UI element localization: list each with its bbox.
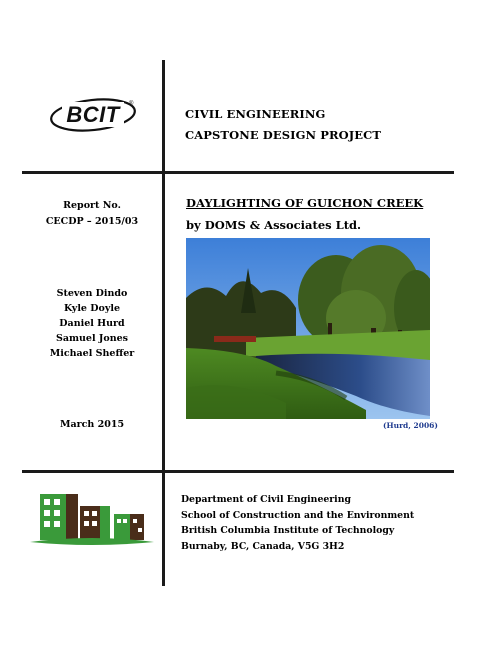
vertical-divider — [162, 60, 165, 586]
program-title-line1: CIVIL ENGINEERING — [185, 107, 326, 121]
svg-text:®: ® — [129, 101, 134, 107]
svg-text:BCIT: BCIT — [66, 102, 120, 127]
buildings-graphic — [28, 484, 156, 550]
author-name: Michael Sheffer — [49, 348, 135, 359]
author-list — [22, 286, 162, 361]
program-title-line2: CAPSTONE DESIGN PROJECT — [185, 128, 382, 142]
program-title — [185, 104, 381, 146]
department-line: British Columbia Institute of Technology — [181, 525, 395, 536]
report-number: CECDP – 2015/03 — [45, 216, 139, 227]
report-date: March 2015 — [59, 419, 125, 430]
department-line: School of Construction and the Environment — [181, 509, 415, 521]
department-address — [181, 492, 414, 554]
author-name: Kyle Doyle — [63, 303, 121, 314]
photo-credit: (Hurd, 2006) — [383, 421, 438, 430]
author-name: Samuel Jones — [55, 333, 129, 344]
creek-photo — [186, 238, 430, 419]
project-title: DAYLIGHTING OF GUICHON CREEK — [186, 196, 424, 210]
author-name: Steven Dindo — [56, 288, 128, 299]
department-line: Burnaby, BC, Canada, V5G 3H2 — [181, 540, 345, 552]
report-label: Report No. — [63, 200, 121, 211]
report-number-block — [22, 198, 162, 230]
horizontal-divider-top — [22, 171, 454, 174]
author-name: Daniel Hurd — [59, 318, 125, 329]
horizontal-divider-bottom — [22, 470, 454, 473]
project-author: by DOMS & Associates Ltd. — [186, 218, 362, 232]
bcit-logo — [48, 93, 138, 137]
department-line: Department of Civil Engineering — [181, 494, 351, 505]
